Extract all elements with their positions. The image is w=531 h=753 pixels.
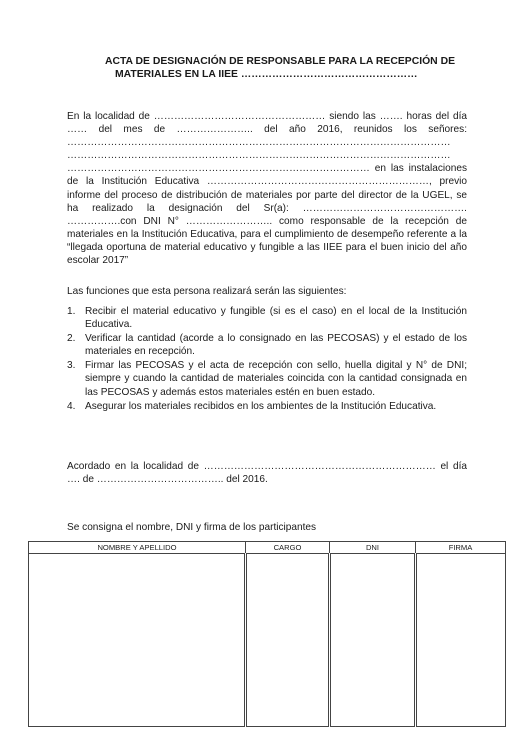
header-role: CARGO — [246, 542, 330, 554]
table-row — [29, 554, 506, 727]
agreement-paragraph: Acordado en la localidad de …………………………………………………………… el día …. de ……………………………….. del 2016. — [67, 461, 467, 486]
participants-table — [28, 541, 506, 727]
function-number: 2. — [67, 333, 76, 345]
function-number: 3. — [67, 360, 76, 372]
designation-paragraph: En la localidad de …………………………………………… siendo las ……. horas del día …… del mes de ………………….. del año 2016, reunidos los señores: …………………………………………………………………………………………………… …………………………………………………………………………………………………… ……………………………………………………………………………… en las instalaciones de la Institución Educativa …………………………………………………………, previo informe del proceso de distribución de materiales por parte del director de la UGEL, se ha realizado la designación del Sr(a): …………………………………………. …………….con DNI N° …………………….. como responsable de la recepción de materiales en la Institución Educativa, para el cumplimiento de desempeño referente a la “llegada oportuna de material educativo y fungible a las IIEE para el buen inicio del año escolar 2017” — [67, 111, 467, 267]
header-signature: FIRMA — [416, 542, 506, 554]
functions-list — [67, 305, 467, 414]
function-number: 1. — [67, 306, 76, 317]
document-title — [90, 55, 460, 81]
cell-role[interactable] — [246, 554, 330, 727]
function-item — [67, 305, 467, 331]
function-text: Recibir el material educativo y fungible (si es el caso) en el local de la Institución Educativa. — [85, 306, 467, 331]
cell-dni[interactable] — [330, 554, 416, 727]
title-line-2: MATERIALES EN LA IIEE …………………………………………… — [115, 69, 418, 80]
participants-note: Se consigna el nombre, DNI y firma de los participantes — [67, 522, 317, 533]
table-header-row — [29, 542, 506, 554]
cell-name[interactable] — [29, 554, 246, 727]
function-item — [67, 359, 467, 398]
function-text: Firmar las PECOSAS y el acta de recepción con sello, huella digital y N° de DNI; siempre y cuando la cantidad de materiales coincida con la cantidad consignada en las PECOSAS y además estos materiales estén en buen estado. — [85, 360, 467, 398]
functions-intro: Las funciones que esta persona realizará serán las siguientes: — [67, 286, 347, 297]
title-line-1: ACTA DE DESIGNACIÓN DE RESPONSABLE PARA LA RECEPCIÓN DE — [104, 56, 456, 67]
function-text: Asegurar los materiales recibidos en los ambientes de la Institución Educativa. — [85, 400, 437, 412]
function-number: 4. — [67, 400, 76, 412]
header-dni: DNI — [330, 542, 416, 554]
header-name: NOMBRE Y APELLIDO — [29, 542, 246, 554]
cell-signature[interactable] — [416, 554, 506, 727]
function-item — [67, 332, 467, 358]
function-item — [67, 400, 467, 413]
function-text: Verificar la cantidad (acorde a lo consignado en las PECOSAS) y el estado de los materiales en recepción. — [85, 333, 467, 358]
